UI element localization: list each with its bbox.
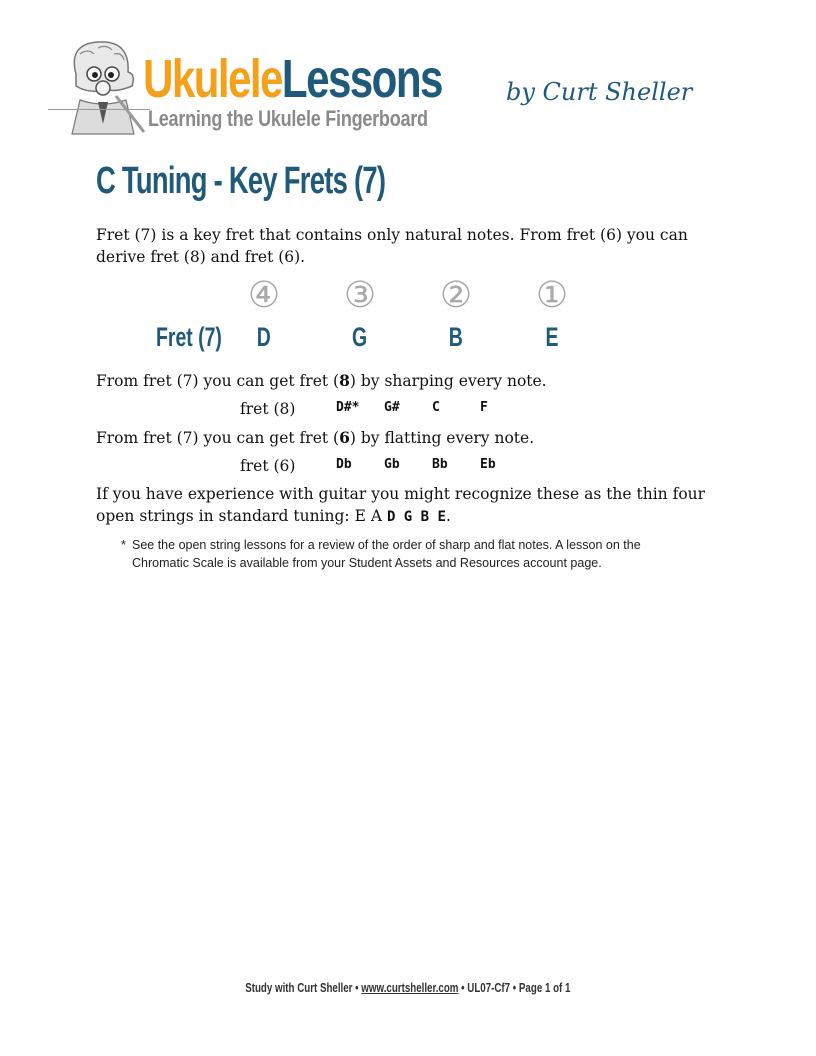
guitar-paragraph: If you have experience with guitar you might recognize these as the thin four open strings in standard tuning: E A D G B E.: [96, 485, 706, 525]
flat-row-label: fret (6): [240, 457, 296, 475]
page-footer: [0, 980, 816, 995]
flat-note-2: Gb: [384, 457, 400, 472]
string-number-1: ①: [535, 275, 569, 316]
header-divider: [48, 109, 150, 110]
brand-subtitle: Learning the Ukulele Fingerboard: [148, 106, 428, 131]
sharp-note-1: D#*: [336, 400, 360, 415]
sharp-row-label: fret (8): [240, 400, 296, 418]
note-string-3: G: [352, 322, 368, 352]
footer-website-link[interactable]: www.curtsheller.com: [361, 980, 459, 995]
page-header: [48, 30, 693, 140]
brand-ukulele: Ukulele: [143, 49, 282, 109]
flat-note-3: Bb: [432, 457, 448, 472]
string-number-3: ③: [343, 275, 377, 316]
footer-suffix: • UL07-Cf7 • Page 1 of 1: [458, 980, 571, 995]
footnote: [121, 536, 692, 572]
page-title: C Tuning - Key Frets (7): [96, 160, 386, 202]
string-number-4: ④: [247, 275, 281, 316]
sharp-note-4: F: [480, 400, 488, 415]
flat-note-4: Eb: [480, 457, 496, 472]
footnote-text: See the open string lessons for a review of the order of sharp and flat notes. A lesson on the Chromatic Scale is available from your Student Assets and Resources account page.: [132, 538, 641, 570]
fret-label: Fret (7): [156, 322, 222, 352]
brand-lessons: Lessons: [281, 49, 442, 109]
string-number-2: ②: [439, 275, 473, 316]
note-string-4: D: [256, 322, 272, 352]
intro-paragraph: Fret (7) is a key fret that contains only natural notes. From fret (6) you can derive fret (8) and fret (6).: [96, 226, 688, 266]
brand-logo: [143, 48, 526, 110]
sharp-note-3: C: [432, 400, 440, 415]
footnote-marker: *: [121, 538, 126, 552]
footer-prefix: Study with Curt Sheller •: [245, 980, 362, 995]
mascot-logo-icon: [58, 34, 148, 138]
sharp-note-2: G#: [384, 400, 400, 415]
note-string-1: E: [545, 322, 559, 352]
brand-byline: by Curt Sheller: [506, 78, 693, 106]
sharp-paragraph: From fret (7) you can get fret (8) by sharping every note.: [96, 371, 547, 390]
note-string-2: B: [448, 322, 464, 352]
flat-note-1: Db: [336, 457, 352, 472]
flat-paragraph: From fret (7) you can get fret (6) by flatting every note.: [96, 428, 535, 447]
